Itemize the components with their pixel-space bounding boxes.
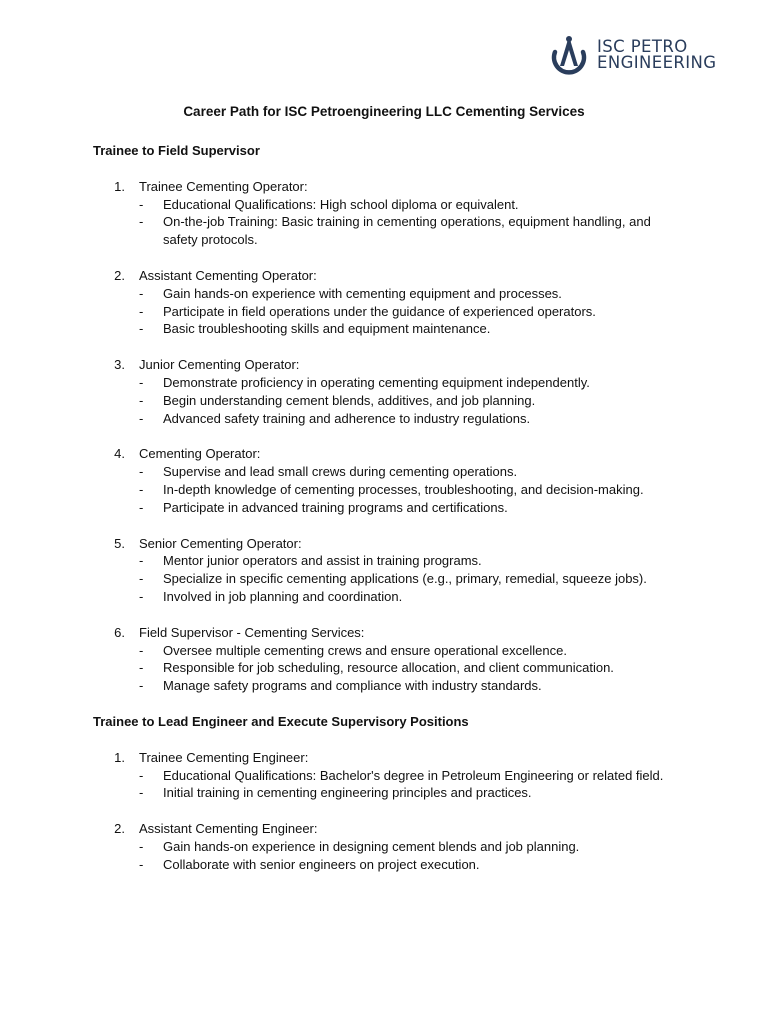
step-detail [93,499,693,517]
step-number: 2. [114,821,125,837]
career-step [93,445,693,516]
career-step-header [93,178,693,196]
dash-bullet: - [139,767,144,783]
career-step-list [93,749,693,874]
career-step-header [93,624,693,642]
company-logo [547,32,716,78]
step-detail-text: Initial training in cementing engineering principles and practices. [163,785,532,801]
step-detail [93,410,693,428]
step-detail [93,196,693,214]
step-details-list [93,642,693,695]
dash-bullet: - [139,642,144,658]
step-details-list [93,767,693,803]
document-title: Career Path for ISC Petroengineering LLC Cementing Services [183,104,585,119]
step-detail-text: Participate in field operations under the guidance of experienced operators. [163,303,596,319]
step-detail [93,552,693,570]
step-detail [93,767,693,785]
step-detail-text: Specialize in specific cementing applications (e.g., primary, remedial, squeeze jobs). [163,571,647,587]
step-title: Trainee Cementing Operator: [139,178,308,194]
dash-bullet: - [139,303,144,319]
step-detail-text: Basic troubleshooting skills and equipment maintenance. [163,321,491,337]
step-details-list [93,285,693,338]
step-detail [93,213,693,249]
step-detail-text: Educational Qualifications: Bachelor's degree in Petroleum Engineering or related field. [163,767,664,783]
dash-bullet: - [139,553,144,569]
career-step [93,356,693,427]
step-title: Cementing Operator: [139,446,261,462]
step-detail [93,588,693,606]
dash-bullet: - [139,481,144,497]
career-step-header [93,267,693,285]
career-step [93,535,693,606]
step-detail-text: Mentor junior operators and assist in training programs. [163,553,482,569]
step-title: Trainee Cementing Engineer: [139,749,309,765]
step-title: Assistant Cementing Operator: [139,267,317,283]
step-detail [93,570,693,588]
step-number: 2. [114,267,125,283]
step-detail-text: Participate in advanced training programs and certifications. [163,499,508,515]
step-details-list [93,838,693,874]
dash-bullet: - [139,660,144,676]
dash-bullet: - [139,374,144,390]
step-detail [93,463,693,481]
step-number: 1. [114,178,125,194]
step-detail [93,784,693,802]
step-detail [93,374,693,392]
step-title: Senior Cementing Operator: [139,535,302,551]
step-title: Field Supervisor - Cementing Services: [139,624,365,640]
step-detail [93,303,693,321]
step-detail-text: In-depth knowledge of cementing processes, troubleshooting, and decision-making. [163,481,644,497]
dash-bullet: - [139,464,144,480]
career-step-header [93,820,693,838]
document-body [93,142,693,892]
step-title: Junior Cementing Operator: [139,357,300,373]
dash-bullet: - [139,410,144,426]
step-detail [93,856,693,874]
step-detail [93,481,693,499]
step-detail [93,659,693,677]
dash-bullet: - [139,678,144,694]
step-detail-text: Gain hands-on experience with cementing equipment and processes. [163,285,562,301]
step-details-list [93,463,693,516]
dash-bullet: - [139,838,144,854]
dash-bullet: - [139,214,144,230]
dash-bullet: - [139,392,144,408]
logo-wordmark [597,39,716,71]
career-step [93,624,693,695]
step-detail [93,838,693,856]
step-detail-text: Gain hands-on experience in designing cement blends and job planning. [163,838,580,854]
dash-bullet: - [139,321,144,337]
step-detail [93,677,693,695]
step-detail-text: Demonstrate proficiency in operating cementing equipment independently. [163,374,590,390]
career-step [93,749,693,802]
logo-line-2: ENGINEERING [597,53,717,72]
step-detail-text: Oversee multiple cementing crews and ensure operational excellence. [163,642,567,658]
career-step [93,267,693,338]
career-step-header [93,356,693,374]
career-step-header [93,445,693,463]
career-step [93,178,693,249]
step-number: 3. [114,357,125,373]
step-number: 6. [114,624,125,640]
dash-bullet: - [139,499,144,515]
step-detail-text: Educational Qualifications: High school diploma or equivalent. [163,196,519,212]
step-detail [93,285,693,303]
step-detail-text: Manage safety programs and compliance with industry standards. [163,678,542,694]
career-step-header [93,535,693,553]
step-details-list [93,196,693,249]
dash-bullet: - [139,571,144,587]
logo-line-1: ISC PETRO [597,37,688,56]
step-detail [93,320,693,338]
step-detail-text: On-the-job Training: Basic training in cementing operations, equipment handling, and safety protocols. [163,214,651,248]
step-detail [93,642,693,660]
step-details-list [93,552,693,605]
dash-bullet: - [139,196,144,212]
section-heading: Trainee to Field Supervisor [93,143,260,158]
step-title: Assistant Cementing Engineer: [139,821,318,837]
step-detail-text: Supervise and lead small crews during cementing operations. [163,464,518,480]
dash-bullet: - [139,285,144,301]
step-detail-text: Advanced safety training and adherence to industry regulations. [163,410,531,426]
dash-bullet: - [139,785,144,801]
dash-bullet: - [139,588,144,604]
dash-bullet: - [139,856,144,872]
isc-logo-icon [547,32,591,78]
section-heading: Trainee to Lead Engineer and Execute Supervisory Positions [93,713,469,729]
step-detail-text: Responsible for job scheduling, resource allocation, and client communication. [163,660,614,676]
step-detail-text: Collaborate with senior engineers on project execution. [163,856,480,872]
step-number: 5. [114,535,125,551]
career-step-header [93,749,693,767]
step-number: 1. [114,749,125,765]
step-detail [93,392,693,410]
step-detail-text: Involved in job planning and coordination. [163,588,403,604]
career-step-list [93,178,693,695]
step-detail-text: Begin understanding cement blends, additives, and job planning. [163,392,536,408]
step-number: 4. [114,446,125,462]
step-details-list [93,374,693,427]
career-step [93,820,693,873]
